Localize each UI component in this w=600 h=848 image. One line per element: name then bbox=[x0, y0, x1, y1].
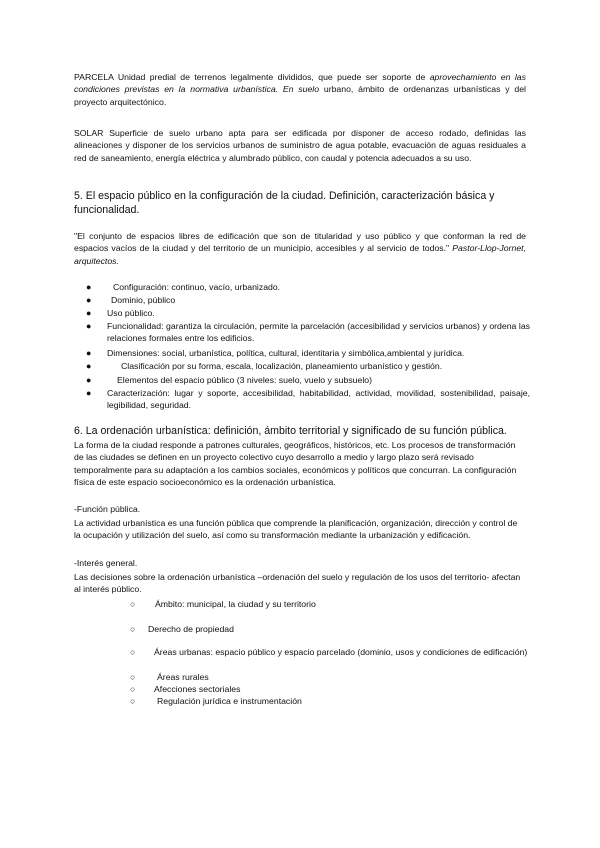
bullet-dot-icon: ● bbox=[86, 375, 92, 385]
circle-bullet-icon: ○ bbox=[130, 672, 136, 682]
section5-quote bbox=[74, 230, 526, 267]
circle-bullet-icon: ○ bbox=[130, 684, 136, 694]
list-item: ○ Regulación jurídica e instrumentación bbox=[130, 696, 302, 706]
section6-heading: 6. La ordenación urbanística: definición, ámbito territorial y significado de su función pública. bbox=[74, 425, 507, 437]
definition-solar bbox=[74, 127, 526, 164]
parcela-text-a: Unidad predial de terrenos legalmente divididos, que puede ser soporte de bbox=[117, 72, 426, 82]
bullet-item: ● Caracterización: lugar y soporte, accesibilidad, habitabilidad, actividad, movilidad, sostenibilidad, paisaje, legibilidad, seguridad. bbox=[86, 388, 530, 411]
bullet-dot-icon: ● bbox=[86, 295, 92, 305]
list-item: ○ Derecho de propiedad bbox=[130, 624, 234, 634]
section5-heading: 5. El espacio público en la configuración de la ciudad. Definición, caracterización básica y funcionalidad. bbox=[74, 190, 495, 216]
circle-bullet-icon: ○ bbox=[130, 696, 136, 706]
bullet-item: ● Configuración: continuo, vacío, urbanizado. bbox=[86, 282, 281, 292]
section6-paragraph-2: La actividad urbanística es una función pública que comprende la planificación, organización, dirección y control de la ocupación y utilización del suelo, así como su transformación mediante la urbanización y edificación. bbox=[74, 518, 518, 541]
bullet-item: ● Elementos del espacio público (3 niveles: suelo, vuelo y subsuelo) bbox=[86, 375, 372, 385]
circle-bullet-icon: ○ bbox=[130, 624, 136, 634]
bullet-dot-icon: ● bbox=[86, 388, 92, 398]
bullet-dot-icon: ● bbox=[86, 308, 92, 318]
section6-subhead-funcion-publica: -Función pública. bbox=[74, 504, 141, 514]
parcela-text-italic: aprovechamiento en las condiciones previstas en la normativa urbanística. En suelo bbox=[74, 72, 526, 95]
bullet-item: ● Clasificación por su forma, escala, localización, planeamiento urbanístico y gestión. bbox=[86, 361, 443, 371]
term-parcela: PARCELA bbox=[74, 72, 114, 82]
bullet-dot-icon: ● bbox=[86, 348, 92, 358]
quote-author: Pastor-Llop-Jornet, arquitectos. bbox=[74, 243, 526, 266]
term-solar: SOLAR bbox=[74, 128, 104, 138]
list-item: ○ Afecciones sectoriales bbox=[130, 684, 241, 694]
bullet-dot-icon: ● bbox=[86, 282, 92, 292]
bullet-dot-icon: ● bbox=[86, 361, 92, 371]
solar-text: Superficie de suelo urbano apta para ser edificada por disponer de acceso rodado, definidas las alineaciones y disponer de los servicios urbanos de suministro de agua potable, evacuación de aguas residuales a red de saneamiento, energía eléctrica y alumbrado público, con caudal y potencia adecuados a su uso. bbox=[74, 128, 526, 163]
bullet-item: ● Uso público. bbox=[86, 308, 155, 318]
list-item: ○ Áreas urbanas: espacio público y espacio parcelado (dominio, usos y condiciones de edificación) bbox=[130, 647, 528, 657]
bullet-item: ● Dominio, público bbox=[86, 295, 176, 305]
bullet-dot-icon: ● bbox=[86, 321, 92, 331]
circle-bullet-icon: ○ bbox=[130, 647, 136, 657]
section6-paragraph-3: Las decisiones sobre la ordenación urbanística –ordenación del suelo y regulación de los usos del territorio- afectan al interés público. bbox=[74, 572, 521, 595]
bullet-item: ● Dimensiones: social, urbanística, política, cultural, identitaria y simbólica,ambiental y jurídica. bbox=[86, 348, 465, 358]
circle-bullet-icon: ○ bbox=[130, 599, 136, 609]
list-item: ○ Áreas rurales bbox=[130, 672, 209, 682]
section6-paragraph-1: La forma de la ciudad responde a patrones culturales, geográficos, históricos, etc. Los procesos de transformación de las ciudades se definen en un proyecto colectivo cuyo desarrollo a medio y largo plazo será revisado temporalmente para su adaptación a los cambios sociales, económicos y políticos que concurran. La configuración física de este espacio socioeconómico es la ordenación urbanística. bbox=[74, 440, 517, 488]
section6-subhead-interes-general: -Interés general. bbox=[74, 558, 138, 568]
quote-text: "El conjunto de espacios libres de edificación que son de titularidad y uso público y que conforman la red de espacios vacíos de la ciudad y del territorio de un municipio, accesibles y al servicio de todos." bbox=[74, 231, 526, 254]
list-item: ○ Ámbito: municipal, la ciudad y su territorio bbox=[130, 599, 316, 609]
parcela-text-b: urbano, ámbito de ordenanzas urbanísticas y del proyecto arquitectónico. bbox=[74, 84, 526, 107]
definition-parcela bbox=[74, 71, 526, 108]
bullet-item: ● Funcionalidad: garantiza la circulación, permite la parcelación (accesibilidad y servicios urbanos) y ordena las relaciones formales entre los edificios. bbox=[86, 321, 530, 344]
